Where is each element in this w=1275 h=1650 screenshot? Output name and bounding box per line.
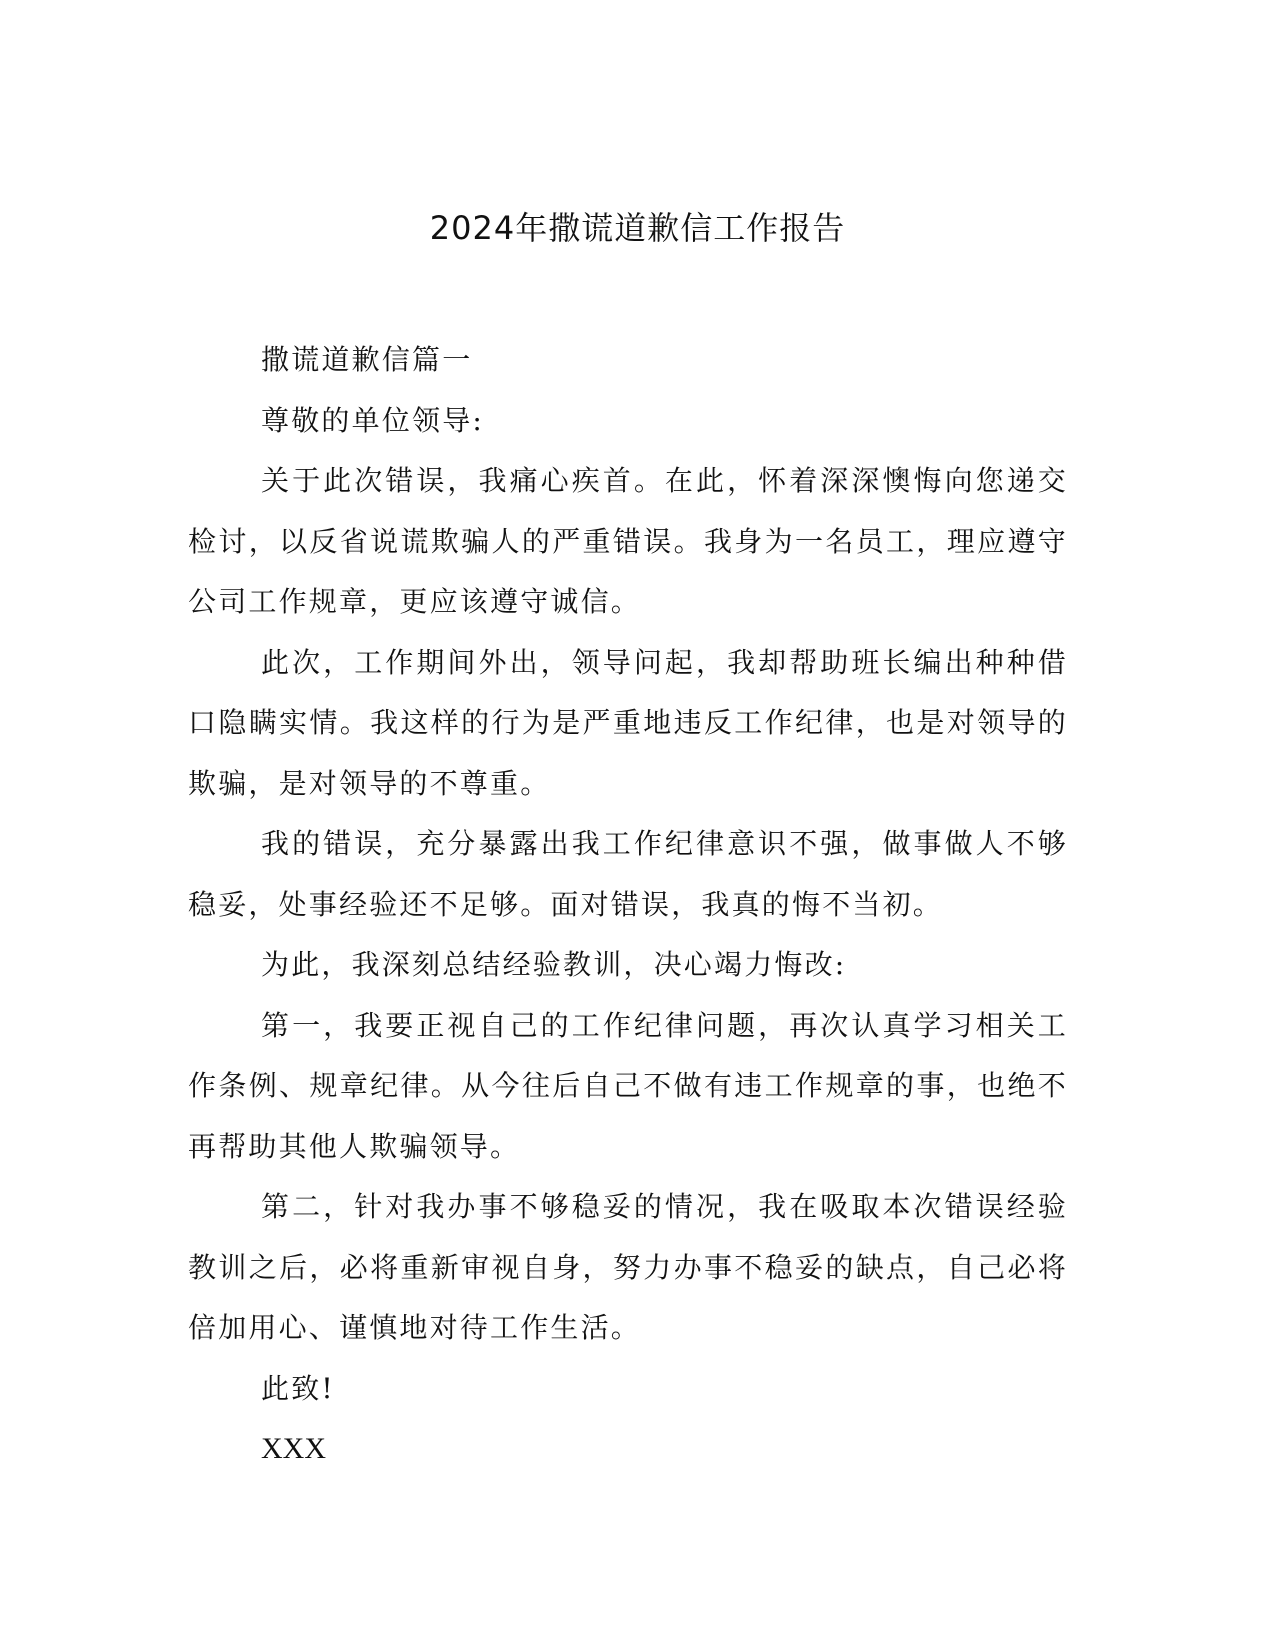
body-paragraph: 关于此次错误，我痛心疾首。在此，怀着深深懊悔向您递交检讨，以反省说谎欺骗人的严重错误。我身为一名员工，理应遵守公司工作规章，更应该遵守诚信。 bbox=[188, 464, 1068, 618]
document-body bbox=[188, 330, 1068, 1480]
signature: XXX bbox=[261, 1432, 326, 1465]
body-paragraph: 第一，我要正视自己的工作纪律问题，再次认真学习相关工作条例、规章纪律。从今往后自己不做有违工作规章的事，也绝不再帮助其他人欺骗领导。 bbox=[188, 1008, 1068, 1163]
body-paragraph: 此次，工作期间外出，领导问起，我却帮助班长编出种种借口隐瞒实情。我这样的行为是严重地违反工作纪律，也是对领导的欺骗，是对领导的不尊重。 bbox=[188, 645, 1068, 800]
body-paragraph: 我的错误，充分暴露出我工作纪律意识不强，做事做人不够稳妥，处事经验还不足够。面对错误，我真的悔不当初。 bbox=[188, 827, 1068, 921]
section-heading: 撒谎道歉信篇一 bbox=[261, 343, 473, 376]
document-title: 2024年撒谎道歉信工作报告 bbox=[429, 209, 846, 247]
salutation: 尊敬的单位领导: bbox=[261, 403, 485, 437]
body-paragraph: 第二，针对我办事不够稳妥的情况，我在吸取本次错误经验教训之后，必将重新审视自身，努力办事不稳妥的缺点，自己必将倍加用心、谨慎地对待工作生活。 bbox=[188, 1190, 1068, 1344]
closing: 此致! bbox=[261, 1371, 335, 1405]
body-paragraph: 为此，我深刻总结经验教训，决心竭力悔改: bbox=[261, 948, 847, 981]
